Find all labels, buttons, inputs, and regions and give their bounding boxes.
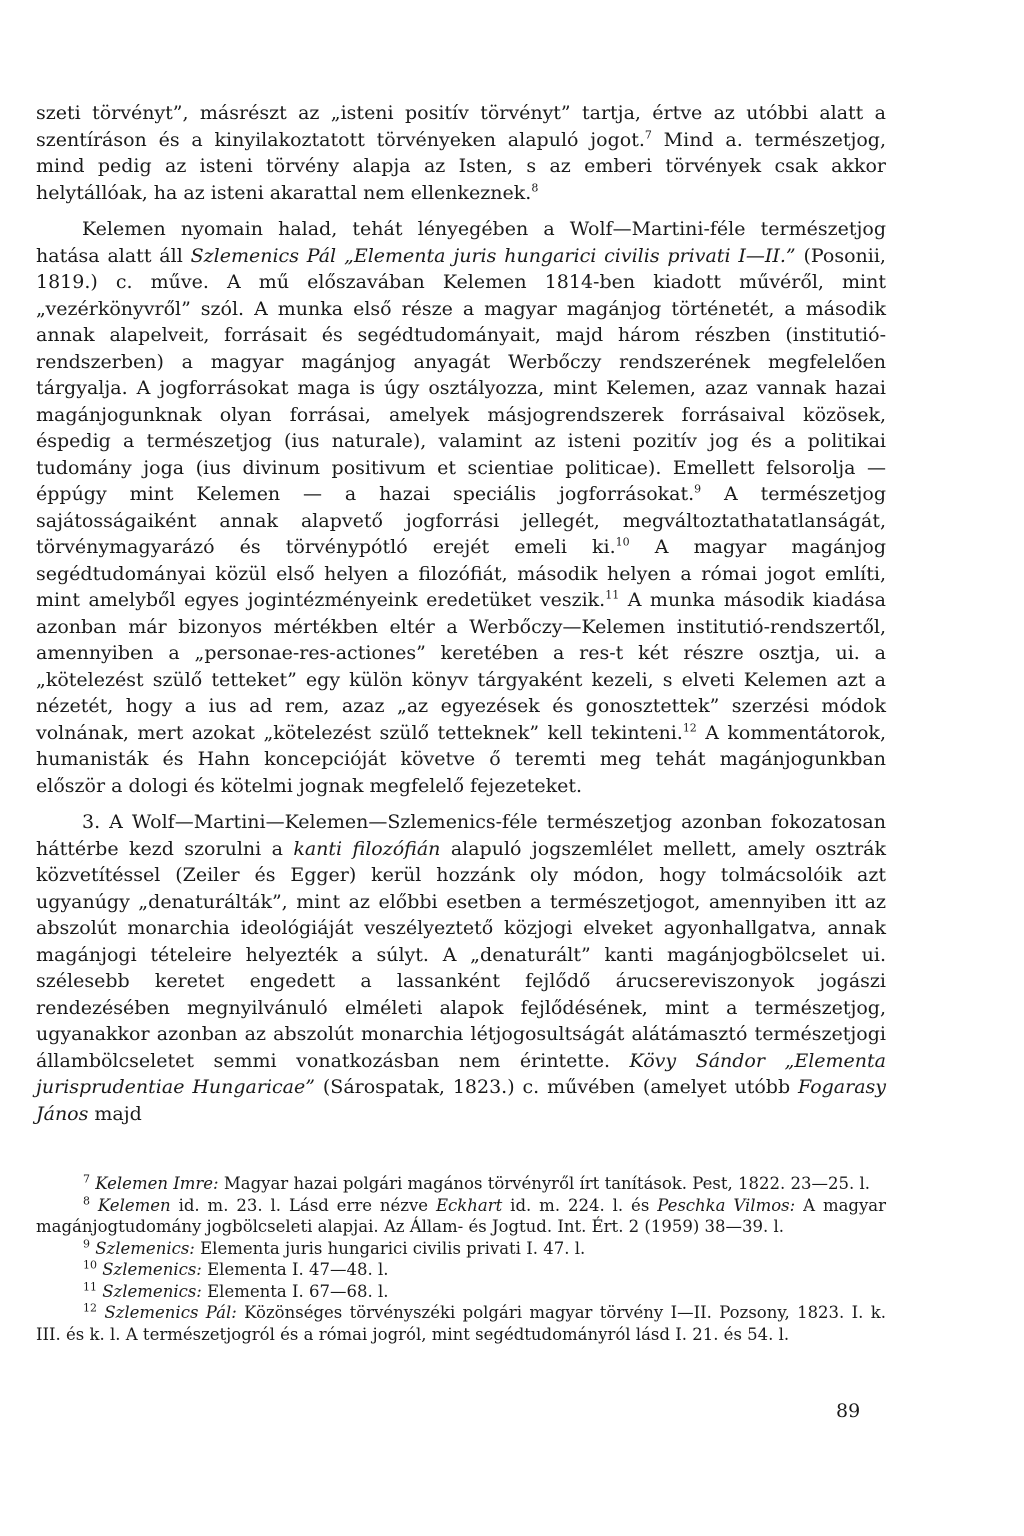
italic-text: Kelemen Imre: [95, 1174, 219, 1193]
footnote-ref: 10 [83, 1258, 97, 1272]
footnotes [36, 1173, 886, 1345]
text-run: (Sárospatak, 1823.) c. művében (amelyet utóbb [314, 1076, 799, 1098]
body-text [36, 100, 886, 1127]
text-run: id. m. 23. l. Lásd erre nézve [170, 1195, 436, 1215]
text-run: A magyar magánjogtudomány jogbölcseleti alapjai. Az Állam- és Jogtud. Int. Ért. 2 (1959) 38—39. l. [36, 1195, 887, 1236]
paragraph [36, 809, 886, 1127]
footnote-ref: 7 [644, 128, 652, 142]
page-content [36, 100, 886, 1345]
text-run: A természetjog sajátosságaiként annak alapvető jogforrási jellegét, megváltoztathatatlanságát, törvénymagyarázó és törvénypótló erejét emeli ki. [36, 483, 886, 558]
text-run: A kommentátorok, humanisták és Hahn koncepcióját követve ő teremti meg tehát magánjogunkban először a dologi és kötelmi jognak megfelelő fejezeteket. [36, 721, 886, 797]
italic-text: Peschka Vilmos: [657, 1195, 796, 1215]
footnote-ref: 9 [83, 1237, 90, 1250]
footnote-ref: 10 [615, 535, 630, 549]
footnote [36, 1259, 886, 1281]
footnote-ref: 12 [682, 721, 697, 735]
footnote-ref: 8 [531, 181, 539, 195]
text-run: Elementa I. 67—68. l. [201, 1281, 389, 1301]
paragraph [36, 100, 886, 206]
text-run: szeti törvényt”, másrészt az „isteni positív törvényt” tartja, értve az utóbbi alatt a szentíráson és a kinyilakoztatott törvényeken alapuló jogot. [36, 102, 886, 151]
text-run: id. m. 224. l. és [502, 1195, 658, 1215]
text-run: Mind a. természetjog, mind pedig az isteni törvény alapja az Isten, s az emberi törvények csak akkor helytállóak, ha az isteni akarattal nem ellenkeznek. [36, 128, 886, 204]
text-run [90, 1196, 98, 1215]
text-run: Magyar hazai polgári magános törvényről írt tanítások. Pest, 1822. 23—25. l. [218, 1174, 870, 1193]
italic-text: kanti filozófián [293, 837, 441, 860]
text-run: 3. A Wolf—Martini—Kelemen—Szlemenics-féle természetjog azonban fokozatosan háttérbe kezd szorulni a [36, 811, 886, 860]
footnote [36, 1195, 886, 1238]
italic-text: Szlemenics: [102, 1260, 202, 1279]
text-run: (Posonii, 1819.) c. műve. A mű előszavában Kelemen 1814-ben kiadott művéről, mint „vezérkönyvről” szól. A munka első része a magyar magánjog történetét, a második annak alapelveit, forrásait és segédtudományait, majd három részben (institutió-rendszerben) a magyar magánjog anyagát Werbőczy rendszerének megfelelően tárgyalja. A jogforrásokat maga is úgy osztályozza, mint Kelemen, azaz vannak hazai magánjogunknak olyan forrásai, amelyek másjogrendszerek forrásaival közösek, éspedig a természetjog (ius naturale), valamint az isteni pozitív jog és a politikai tudomány joga (ius divinum positivum et scientiae politicae). Emellett felsorolja — éppúgy mint Kelemen — a hazai speciális jogforrásokat. [36, 244, 886, 505]
italic-text: Eckhart [435, 1195, 503, 1215]
italic-text: Kövy Sándor „Elementa jurisprudentiae Hungaricae” [36, 1049, 886, 1098]
text-run: Közönséges törvényszéki polgári magyar törvény I—II. Pozsony, 1823. I. k. III. és k. l. A természetjogról és a római jogról, mint segédtudományról lásd I. 21. és 54. l. [36, 1303, 887, 1344]
text-run: Elementa I. 47—48. l. [201, 1260, 389, 1279]
text-run: Elementa juris hungarici civilis privati I. 47. l. [194, 1238, 586, 1258]
italic-text: Szlemenics Pál „Elementa juris hungarici civilis privati I—II.” [190, 244, 796, 267]
footnote [36, 1238, 886, 1260]
italic-text: Kelemen [97, 1195, 171, 1215]
text-run: alapuló jogszemlélet mellett, amely osztrák közvetítéssel (Zeiler és Egger) kerül hozzánk oly módon, hogy tolmácsolóik azt ugyanúgy „denaturálták”, mint az előbbi esetben a természetjogot, amennyiben itt az abszolút monarchia ideológiáját veszélyeztető közjogi elveket agyonhallgatva, annak magánjogi tételeire helyezték a súlyt. A „denaturált” kanti magánjogbölcselet ui. szélesebb keretet engedett a lassanként fejlődő árucsereviszonyok jogászi rendezésében megnyilvánuló elméleti alapok fejlődésének, mint a természetjog, ugyanakkor azonban az abszolút monarchia létjogosultságát alátámasztó természetjogi állambölcseletet semmi vonatkozásban nem érintette. [36, 837, 886, 1072]
footnote [36, 1281, 886, 1303]
footnote-ref: 8 [83, 1194, 90, 1207]
text-run: majd [88, 1102, 142, 1125]
footnote-ref: 7 [83, 1172, 90, 1186]
italic-text: Szlemenics: [102, 1281, 202, 1301]
footnote-ref: 11 [605, 588, 620, 602]
italic-text: Szlemenics: [95, 1238, 195, 1258]
page-number: 89 [836, 1400, 861, 1422]
italic-text: Szlemenics Pál: [104, 1303, 237, 1322]
footnote-ref: 12 [83, 1301, 97, 1315]
footnote [36, 1302, 886, 1345]
text-run: A magyar magánjog segédtudományai közül első helyen a filozófiát, második helyen a római jogot említi, mint amelyből egyes jogintézményeink eredetüket veszik. [36, 536, 886, 611]
text-run: A munka második kiadása azonban már bizonyos mértékben eltér a Werbőczy—Kelemen institutió-rendszertől, amennyiben a „personae-res-actiones” keretében a res-t két részre osztja, ui. a „kötelezést szülő tetteket” egy külön könyv tárgyaként kezeli, s elveti Kelemen azt a nézetét, hogy a ius ad rem, azaz „az egyezések és gonosztettek” szerzési módok volnának, mert azokat „kötelezést szülő tetteknek” kell tekinteni. [36, 589, 887, 744]
footnote [36, 1173, 886, 1195]
text-run: Kelemen nyomain halad, tehát lényegében a Wolf—Martini-féle természetjog hatása alatt áll [36, 218, 886, 267]
footnote-ref: 9 [694, 482, 702, 496]
footnote-ref: 11 [83, 1280, 97, 1293]
italic-text: Fogarasy János [36, 1076, 887, 1125]
paragraph [36, 216, 886, 799]
